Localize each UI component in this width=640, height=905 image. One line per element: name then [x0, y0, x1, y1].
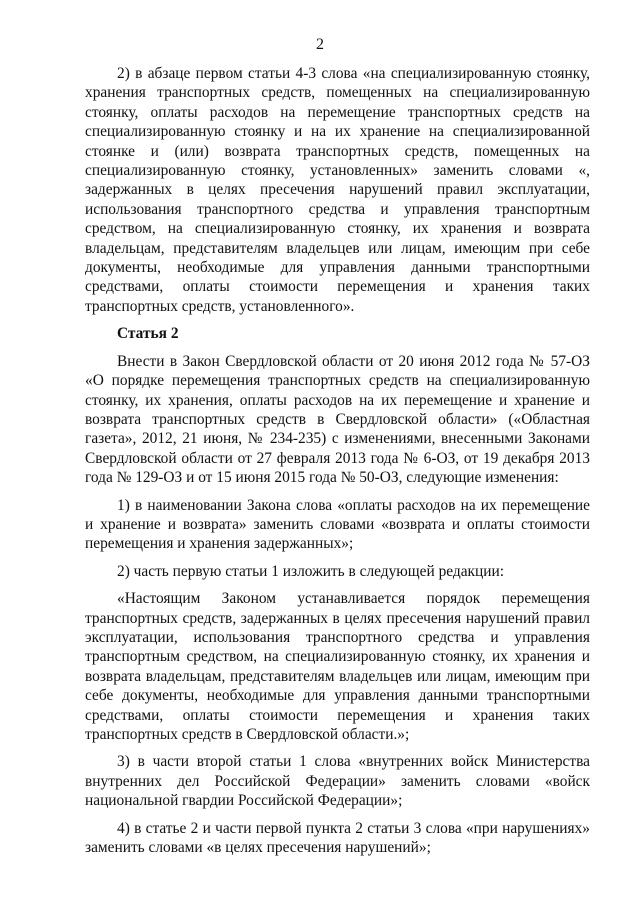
paragraph-change-3: 3) в части второй статьи 1 слова «внутренних войск Министерства внутренних дел Российской Федерации» заменить словами «войск национальной гвардии Российской Федерации»;	[85, 753, 590, 810]
article-2-heading: Статья 2	[117, 325, 179, 343]
paragraph-new-wording: «Настоящим Законом устанавливается порядок перемещения транспортных средств, задержанных в целях пресечения нарушений правил эксплуатации, использования транспортного средства и управления транспортным средством, на специализированную стоянку, их хранения и возврата владельцам, представителям владельцев или лицам, имеющим при себе документы, необходимые для управления данными транспортными средствами, оплаты стоимости перемещения и хранения таких транспортных средств в Свердловской области.»;	[85, 590, 590, 743]
page-number: 2	[316, 36, 324, 53]
paragraph-amendment-2: 2) в абзаце первом статьи 4-3 слова «на специализированную стоянку, хранения транспортных средств, помещенных на специализированную стоянку, оплаты расходов на перемещение транспортных средств на специализированную стоянку и на их хранение на специализированной стоянке и (или) возврата транспортных средств, помещенных на специализированную стоянку, установленных» заменить словами «, задержанных в целях пресечения нарушений правил эксплуатации, использования транспортного средства и управления транспортным средством, на специализированную стоянку, их хранения и возврата владельцам, представителям владельцев или лицам, имеющим при себе документы, необходимые для управления данными транспортными средствами, оплаты стоимости перемещения и хранения таких транспортных средств, установленного».	[85, 65, 590, 315]
paragraph-change-4: 4) в статье 2 и части первой пункта 2 статьи 3 слова «при нарушениях» заменить словами «в целях пресечения нарушений»;	[85, 819, 590, 857]
paragraph-change-1: 1) в наименовании Закона слова «оплаты расходов на их перемещение и хранение и возврата» заменить словами «возврата и оплаты стоимости перемещения и хранения задержанных»;	[85, 496, 590, 553]
document-body	[85, 64, 590, 865]
paragraph-article-2-intro: Внести в Закон Свердловской области от 20 июня 2012 года № 57-ОЗ «О порядке перемещения транспортных средств на специализированную стоянку, их хранения, оплаты расходов на их перемещение и хранение и возврата транспортных средств в Свердловской области» («Областная газета», 2012, 21 июня, № 234-235) с изменениями, внесенными Законами Свердловской области от 27 февраля 2013 года № 6-ОЗ, от 19 декабря 2013 года № 129-ОЗ и от 15 июня 2015 года № 50-ОЗ, следующие изменения:	[85, 352, 590, 487]
paragraph-change-2: 2) часть первую статьи 1 изложить в следующей редакции:	[117, 562, 505, 580]
